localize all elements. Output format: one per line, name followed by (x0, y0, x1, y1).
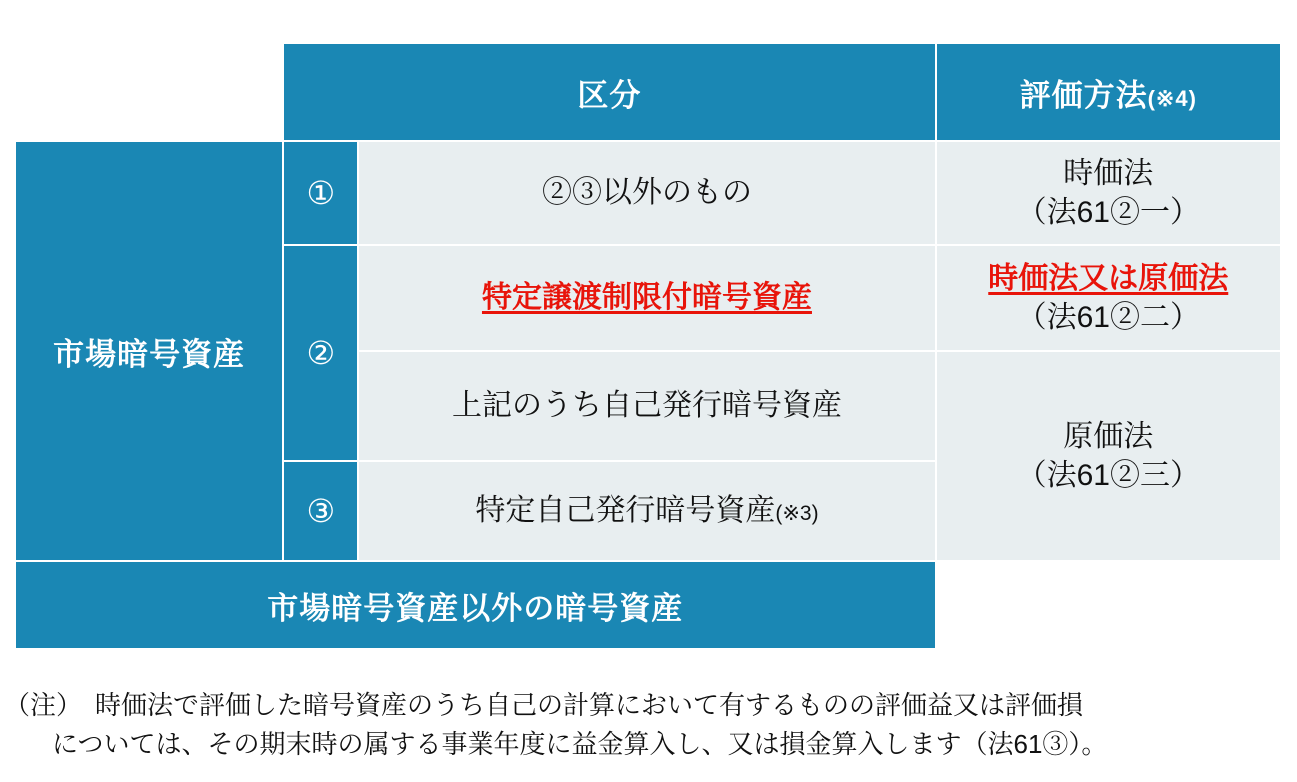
header-method-label: 評価方法 (1019, 77, 1148, 113)
row-eval-2-line1: 時価法又は原価法 (988, 262, 1229, 295)
table-row (15, 141, 1281, 245)
crypto-valuation-table (14, 42, 1282, 650)
row-desc-4-text: 特定自己発行暗号資産 (475, 494, 776, 528)
header-category: 区分 (283, 43, 935, 141)
row-eval-1 (936, 141, 1281, 245)
footnote-line1: （注） 時価法で評価した暗号資産のうち自己の計算において有するものの評価益又は評価損 (4, 690, 1084, 720)
header-method (936, 43, 1281, 141)
header-method-note: (※4) (1147, 85, 1197, 111)
row-eval-1-line1: 時価法 (1063, 157, 1154, 190)
row-label-market-crypto: 市場暗号資産 (15, 141, 283, 561)
header-blank-cell (15, 43, 283, 141)
row-desc-4-note: (※3) (775, 502, 819, 526)
row-eval-1-line2: （法61②一） (1016, 196, 1200, 229)
footer-bar-label: 市場暗号資産以外の暗号資産 (15, 561, 936, 649)
row-eval-2-line2: （法61②二） (1016, 301, 1200, 334)
row-desc-2-text: 特定譲渡制限付暗号資産 (481, 281, 812, 315)
footnote-line2: については、その期末時の属する事業年度に益金算入し、又は損金算入します（法61③）。 (52, 729, 1108, 759)
footnote (4, 686, 1294, 764)
row-eval-3-line2: （法61②三） (1016, 459, 1200, 492)
row-number-2: ② (283, 245, 358, 461)
row-eval-2 (936, 245, 1281, 351)
table-footer-row (15, 561, 1281, 649)
row-desc-4 (358, 461, 935, 561)
footer-blank-cell (936, 561, 1281, 649)
row-eval-3 (936, 351, 1281, 561)
table-header-row (15, 43, 1281, 141)
row-desc-2 (358, 245, 935, 351)
row-eval-3-line1: 原価法 (1063, 420, 1154, 453)
row-desc-3: 上記のうち自己発行暗号資産 (358, 351, 935, 461)
row-desc-1: ②③以外のもの (358, 141, 935, 245)
row-number-1: ① (283, 141, 358, 245)
row-number-3: ③ (283, 461, 358, 561)
